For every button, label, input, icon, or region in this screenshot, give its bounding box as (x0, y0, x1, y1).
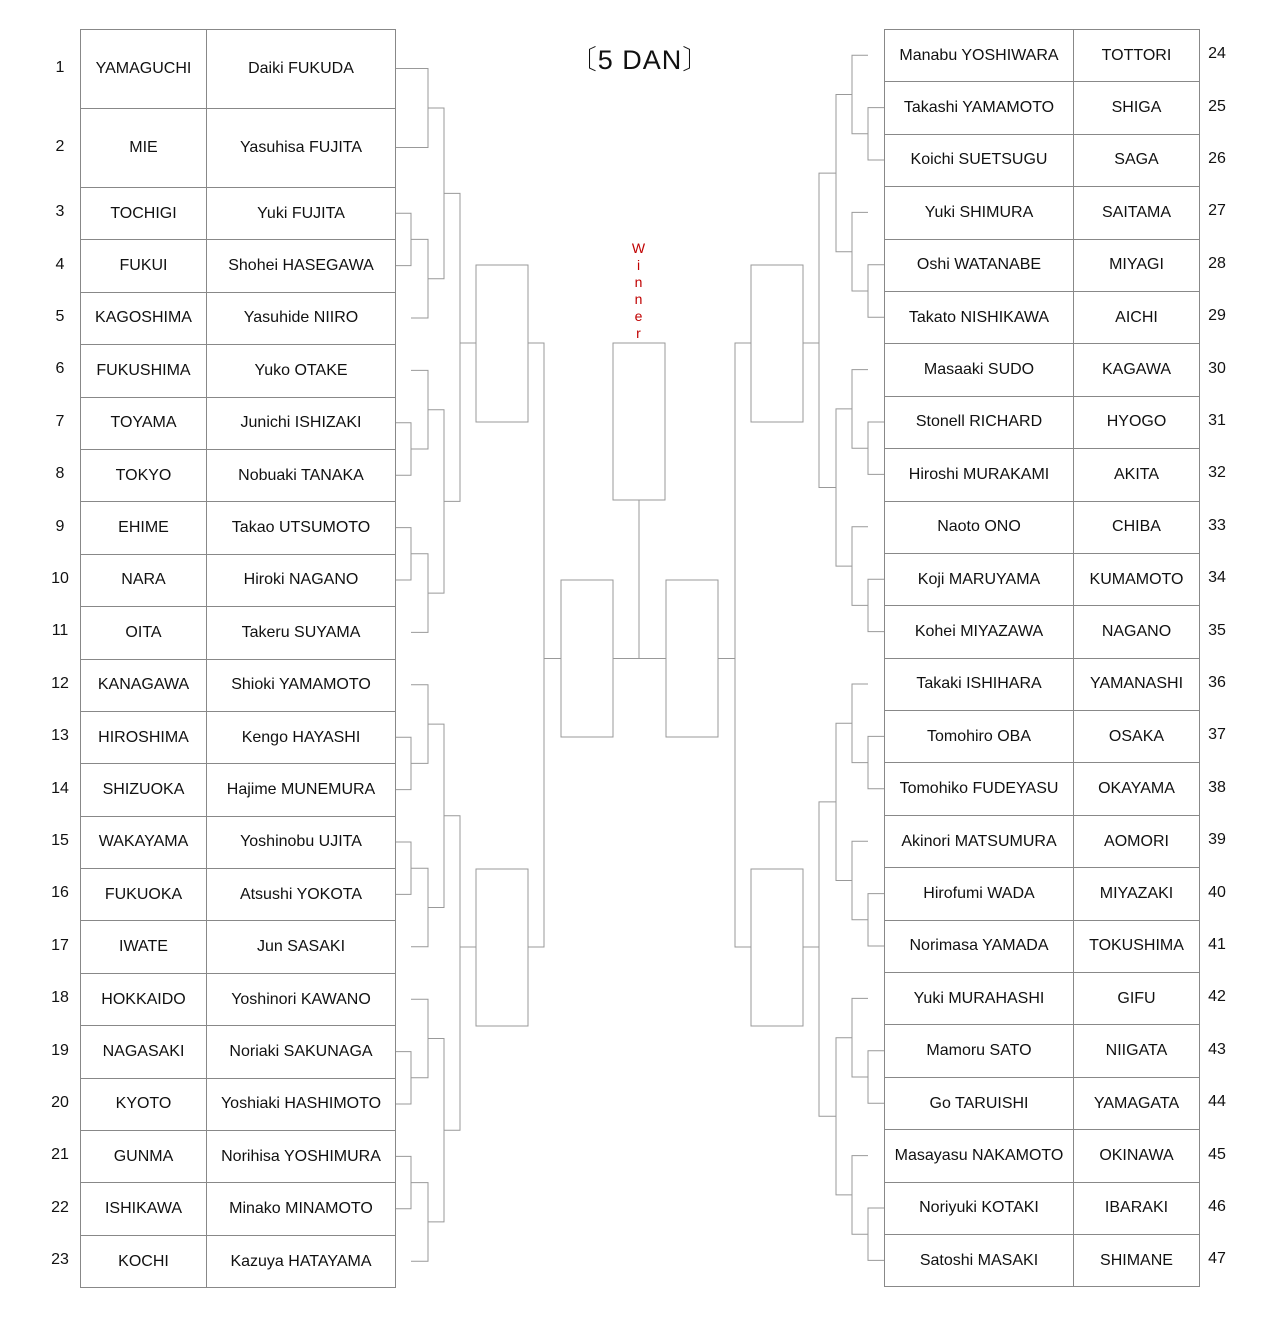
entry-row (81, 869, 396, 921)
bracket-connector (411, 239, 428, 318)
prefecture-name: TOKYO (81, 449, 207, 501)
prefecture-name: SHIZUOKA (81, 764, 207, 816)
prefecture-name: NAGASAKI (81, 1026, 207, 1078)
player-name: Tomohiro OBA (885, 711, 1074, 763)
prefecture-name: GIFU (1074, 973, 1200, 1025)
prefecture-name: SAGA (1074, 134, 1200, 186)
bracket-connector (528, 343, 544, 947)
entry-row (885, 82, 1200, 134)
prefecture-name: AOMORI (1074, 815, 1200, 867)
entry-row (885, 868, 1200, 920)
bracket-connector (395, 213, 411, 265)
entry-row (81, 1078, 396, 1130)
bracket-connector (395, 1156, 411, 1208)
prefecture-name: NARA (81, 554, 207, 606)
prefecture-name: TOKUSHIMA (1074, 920, 1200, 972)
entry-row (885, 973, 1200, 1025)
player-name: Takeru SUYAMA (207, 607, 396, 659)
bracket-connector (852, 1156, 868, 1235)
entry-row (885, 1182, 1200, 1234)
prefecture-name: SHIMANE (1074, 1234, 1200, 1286)
match-box (751, 869, 803, 1026)
seed-number: 45 (1208, 1145, 1226, 1163)
player-name: Mamoru SATO (885, 1025, 1074, 1077)
entry-row (81, 764, 396, 816)
player-name: Jun SASAKI (207, 921, 396, 973)
prefecture-name: OKINAWA (1074, 1130, 1200, 1182)
seed-number: 26 (1208, 150, 1226, 167)
bracket-connector (868, 894, 884, 946)
seed-number: 34 (1208, 569, 1226, 587)
prefecture-name: TOYAMA (81, 397, 207, 449)
player-name: Tomohiko FUDEYASU (885, 763, 1074, 815)
player-name: Atsushi YOKOTA (207, 869, 396, 921)
prefecture-name: MIYAZAKI (1074, 868, 1200, 920)
entry-row (885, 1130, 1200, 1182)
seed-number: 44 (1208, 1093, 1226, 1111)
seed-number: 21 (51, 1146, 69, 1164)
bracket-connector (411, 685, 428, 764)
entry-row (81, 973, 396, 1025)
seed-number: 22 (51, 1198, 69, 1216)
bracket-connector (819, 802, 836, 1116)
bracket-connector (411, 1183, 428, 1262)
entry-row (885, 1025, 1200, 1077)
match-box (561, 580, 613, 737)
bracket-connector (411, 370, 428, 449)
bracket-connector (868, 736, 884, 788)
bracket-connector (868, 422, 884, 474)
prefecture-name: NAGANO (1074, 606, 1200, 658)
seed-number: 41 (1208, 936, 1226, 953)
bracket-connector (836, 723, 852, 880)
seed-number: 4 (55, 255, 65, 273)
prefecture-name: AICHI (1074, 291, 1200, 343)
seed-number: 1 (55, 58, 65, 76)
prefecture-name: GUNMA (81, 1131, 207, 1183)
player-name: Akinori MATSUMURA (885, 815, 1074, 867)
entry-row (885, 711, 1200, 763)
seed-number: 37 (1208, 726, 1226, 744)
entry-row (81, 292, 396, 344)
player-name: Takao UTSUMOTO (207, 502, 396, 554)
prefecture-name: SHIGA (1074, 82, 1200, 134)
bracket-connector (836, 1038, 852, 1195)
player-name: Nobuaki TANAKA (207, 449, 396, 501)
bracket-connector (852, 841, 868, 920)
seed-number: 11 (51, 622, 69, 640)
prefecture-name: IWATE (81, 921, 207, 973)
bracket-connector (395, 842, 411, 894)
seed-number: 24 (1208, 45, 1226, 63)
bracket-connector (428, 410, 444, 593)
player-name: Norihisa YOSHIMURA (207, 1131, 396, 1183)
prefecture-name: NIIGATA (1074, 1025, 1200, 1077)
entry-row (81, 1131, 396, 1183)
bracket-connector (852, 998, 868, 1077)
entry-row (885, 449, 1200, 501)
seed-number: 33 (1208, 516, 1226, 534)
seed-number: 2 (55, 137, 65, 155)
prefecture-name: KOCHI (81, 1235, 207, 1287)
prefecture-name: FUKUI (81, 240, 207, 292)
entry-row (885, 606, 1200, 658)
match-box (751, 265, 803, 422)
prefecture-name: ISHIKAWA (81, 1183, 207, 1235)
player-name: Takashi YAMAMOTO (885, 82, 1074, 134)
seed-number: 20 (51, 1094, 69, 1111)
bracket-connector (868, 579, 884, 631)
entry-row (885, 30, 1200, 82)
player-name: Masayasu NAKAMOTO (885, 1130, 1074, 1182)
match-box (613, 343, 665, 500)
seed-number: 10 (51, 570, 69, 587)
seed-number: 5 (55, 308, 65, 325)
prefecture-name: KAGOSHIMA (81, 292, 207, 344)
seed-number: 25 (1208, 97, 1226, 115)
prefecture-name: TOTTORI (1074, 30, 1200, 82)
player-name: Koji MARUYAMA (885, 553, 1074, 605)
seed-number: 40 (1208, 883, 1226, 901)
seed-number: 3 (55, 203, 65, 221)
player-name: Satoshi MASAKI (885, 1234, 1074, 1286)
winner-letter: n (634, 291, 644, 307)
entry-row (81, 397, 396, 449)
seed-number: 6 (55, 360, 65, 378)
prefecture-name: AKITA (1074, 449, 1200, 501)
bracket-connector (868, 108, 884, 160)
entry-row (885, 344, 1200, 396)
prefecture-name: HIROSHIMA (81, 711, 207, 763)
entry-row (81, 502, 396, 554)
entry-row (81, 30, 396, 109)
entry-row (885, 815, 1200, 867)
entry-row (885, 501, 1200, 553)
entry-row (81, 1183, 396, 1235)
player-name: Yasuhisa FUJITA (207, 109, 396, 188)
entry-row (885, 920, 1200, 972)
entry-row (81, 240, 396, 292)
player-name: Hiroshi MURAKAMI (885, 449, 1074, 501)
prefecture-name: FUKUOKA (81, 869, 207, 921)
entry-row (81, 921, 396, 973)
bracket-connector (395, 528, 411, 580)
player-name: Yasuhide NIIRO (207, 292, 396, 344)
seed-number: 29 (1208, 307, 1226, 325)
seed-number: 27 (1208, 202, 1226, 220)
entry-row (81, 554, 396, 606)
seed-number: 15 (51, 832, 69, 849)
entry-row (81, 607, 396, 659)
seed-number: 28 (1208, 254, 1226, 272)
player-name: Kazuya HATAYAMA (207, 1235, 396, 1287)
player-name: Noriaki SAKUNAGA (207, 1026, 396, 1078)
player-name: Manabu YOSHIWARA (885, 30, 1074, 82)
bracket-connector (852, 55, 868, 134)
entry-row (81, 659, 396, 711)
player-name: Yoshinori KAWANO (207, 973, 396, 1025)
bracket-connector (395, 737, 411, 789)
prefecture-name: SAITAMA (1074, 187, 1200, 239)
player-name: Takaki ISHIHARA (885, 658, 1074, 710)
prefecture-name: OITA (81, 607, 207, 659)
match-box (666, 580, 718, 737)
entry-row (81, 1235, 396, 1287)
prefecture-name: WAKAYAMA (81, 816, 207, 868)
bracket-title: 〔5 DAN〕 (569, 45, 711, 75)
entry-row (81, 188, 396, 240)
seed-number: 19 (51, 1041, 69, 1059)
player-name: Shioki YAMAMOTO (207, 659, 396, 711)
prefecture-name: HOKKAIDO (81, 973, 207, 1025)
prefecture-name: IBARAKI (1074, 1182, 1200, 1234)
player-name: Yoshinobu UJITA (207, 816, 396, 868)
entry-row (81, 449, 396, 501)
bracket-connector (428, 108, 444, 279)
bracket-connector (411, 868, 428, 947)
bracket-connector (836, 95, 852, 252)
prefecture-name: KANAGAWA (81, 659, 207, 711)
bracket-connector (852, 370, 868, 449)
bracket-connector (428, 724, 444, 907)
prefecture-name: YAMAGUCHI (81, 30, 207, 109)
player-name: Yuki FUJITA (207, 188, 396, 240)
seed-number: 35 (1208, 621, 1226, 639)
winner-letter: n (634, 274, 644, 290)
bracket-connector (444, 816, 460, 1130)
player-name: Noriyuki KOTAKI (885, 1182, 1074, 1234)
seed-number: 8 (55, 465, 65, 483)
seed-number: 9 (55, 517, 65, 535)
seed-number: 18 (51, 989, 69, 1007)
seed-number: 23 (51, 1251, 69, 1269)
player-name: Norimasa YAMADA (885, 920, 1074, 972)
right-entry-table (884, 29, 1200, 1287)
bracket-connector (411, 554, 428, 633)
player-name: Yuko OTAKE (207, 345, 396, 397)
seed-number: 13 (51, 727, 69, 745)
player-name: Yoshiaki HASHIMOTO (207, 1078, 396, 1130)
player-name: Takato NISHIKAWA (885, 291, 1074, 343)
seed-number: 39 (1208, 831, 1226, 849)
player-name: Oshi WATANABE (885, 239, 1074, 291)
entry-row (885, 763, 1200, 815)
prefecture-name: OSAKA (1074, 711, 1200, 763)
entry-row (81, 816, 396, 868)
seed-number: 32 (1208, 464, 1226, 482)
player-name: Daiki FUKUDA (207, 30, 396, 109)
entry-row (81, 711, 396, 763)
player-name: Masaaki SUDO (885, 344, 1074, 396)
player-name: Hirofumi WADA (885, 868, 1074, 920)
bracket-connector (852, 684, 868, 763)
player-name: Yuki MURAHASHI (885, 973, 1074, 1025)
player-name: Junichi ISHIZAKI (207, 397, 396, 449)
seed-number: 7 (55, 412, 65, 430)
player-name: Hajime MUNEMURA (207, 764, 396, 816)
seed-number: 16 (51, 884, 69, 902)
bracket-connector (868, 265, 884, 317)
player-name: Minako MINAMOTO (207, 1183, 396, 1235)
prefecture-name: YAMANASHI (1074, 658, 1200, 710)
bracket-connector (395, 423, 411, 475)
entry-row (885, 239, 1200, 291)
prefecture-name: YAMAGATA (1074, 1077, 1200, 1129)
prefecture-name: HYOGO (1074, 396, 1200, 448)
match-box (476, 265, 528, 422)
bracket-connector (735, 343, 751, 947)
seed-number: 14 (51, 779, 69, 797)
entry-row (885, 396, 1200, 448)
entry-row (81, 345, 396, 397)
prefecture-name: FUKUSHIMA (81, 345, 207, 397)
seed-number: 47 (1208, 1250, 1226, 1268)
prefecture-name: KUMAMOTO (1074, 553, 1200, 605)
bracket-connector (395, 69, 428, 148)
bracket-connector (836, 409, 852, 566)
player-name: Hiroki NAGANO (207, 554, 396, 606)
entry-row (885, 553, 1200, 605)
entry-row (885, 291, 1200, 343)
bracket-connector (428, 1039, 444, 1222)
player-name: Shohei HASEGAWA (207, 240, 396, 292)
bracket-connector (852, 527, 868, 606)
bracket-connector (395, 1052, 411, 1104)
entry-row (81, 109, 396, 188)
player-name: Naoto ONO (885, 501, 1074, 553)
seed-number: 46 (1208, 1198, 1226, 1215)
entry-row (885, 658, 1200, 710)
seed-number: 42 (1208, 988, 1226, 1006)
bracket-connector (868, 1051, 884, 1103)
player-name: Stonell RICHARD (885, 396, 1074, 448)
prefecture-name: KYOTO (81, 1078, 207, 1130)
seed-number: 31 (1208, 412, 1226, 429)
left-entry-table (80, 29, 396, 1288)
seed-number: 43 (1208, 1040, 1226, 1058)
seed-number: 30 (1208, 359, 1226, 377)
entry-row (885, 134, 1200, 186)
bracket-connector (444, 193, 460, 501)
prefecture-name: TOCHIGI (81, 188, 207, 240)
prefecture-name: MIYAGI (1074, 239, 1200, 291)
player-name: Yuki SHIMURA (885, 187, 1074, 239)
prefecture-name: CHIBA (1074, 501, 1200, 553)
prefecture-name: KAGAWA (1074, 344, 1200, 396)
bracket-connector (868, 1208, 884, 1260)
prefecture-name: OKAYAMA (1074, 763, 1200, 815)
player-name: Koichi SUETSUGU (885, 134, 1074, 186)
entry-row (885, 1234, 1200, 1286)
player-name: Go TARUISHI (885, 1077, 1074, 1129)
match-box (476, 869, 528, 1026)
seed-number: 17 (51, 936, 69, 954)
player-name: Kohei MIYAZAWA (885, 606, 1074, 658)
winner-letter: r (636, 325, 642, 341)
bracket-connector (852, 212, 868, 291)
winner-letter: i (636, 257, 642, 273)
entry-row (885, 1077, 1200, 1129)
entry-row (885, 187, 1200, 239)
prefecture-name: MIE (81, 109, 207, 188)
prefecture-name: EHIME (81, 502, 207, 554)
entry-row (81, 1026, 396, 1078)
seed-number: 38 (1208, 778, 1226, 796)
winner-letter: W (631, 240, 647, 256)
seed-number: 36 (1208, 674, 1226, 691)
bracket-connector (411, 999, 428, 1078)
bracket-connector (819, 173, 836, 487)
seed-number: 12 (51, 674, 69, 692)
player-name: Kengo HAYASHI (207, 711, 396, 763)
winner-letter: e (634, 308, 644, 324)
